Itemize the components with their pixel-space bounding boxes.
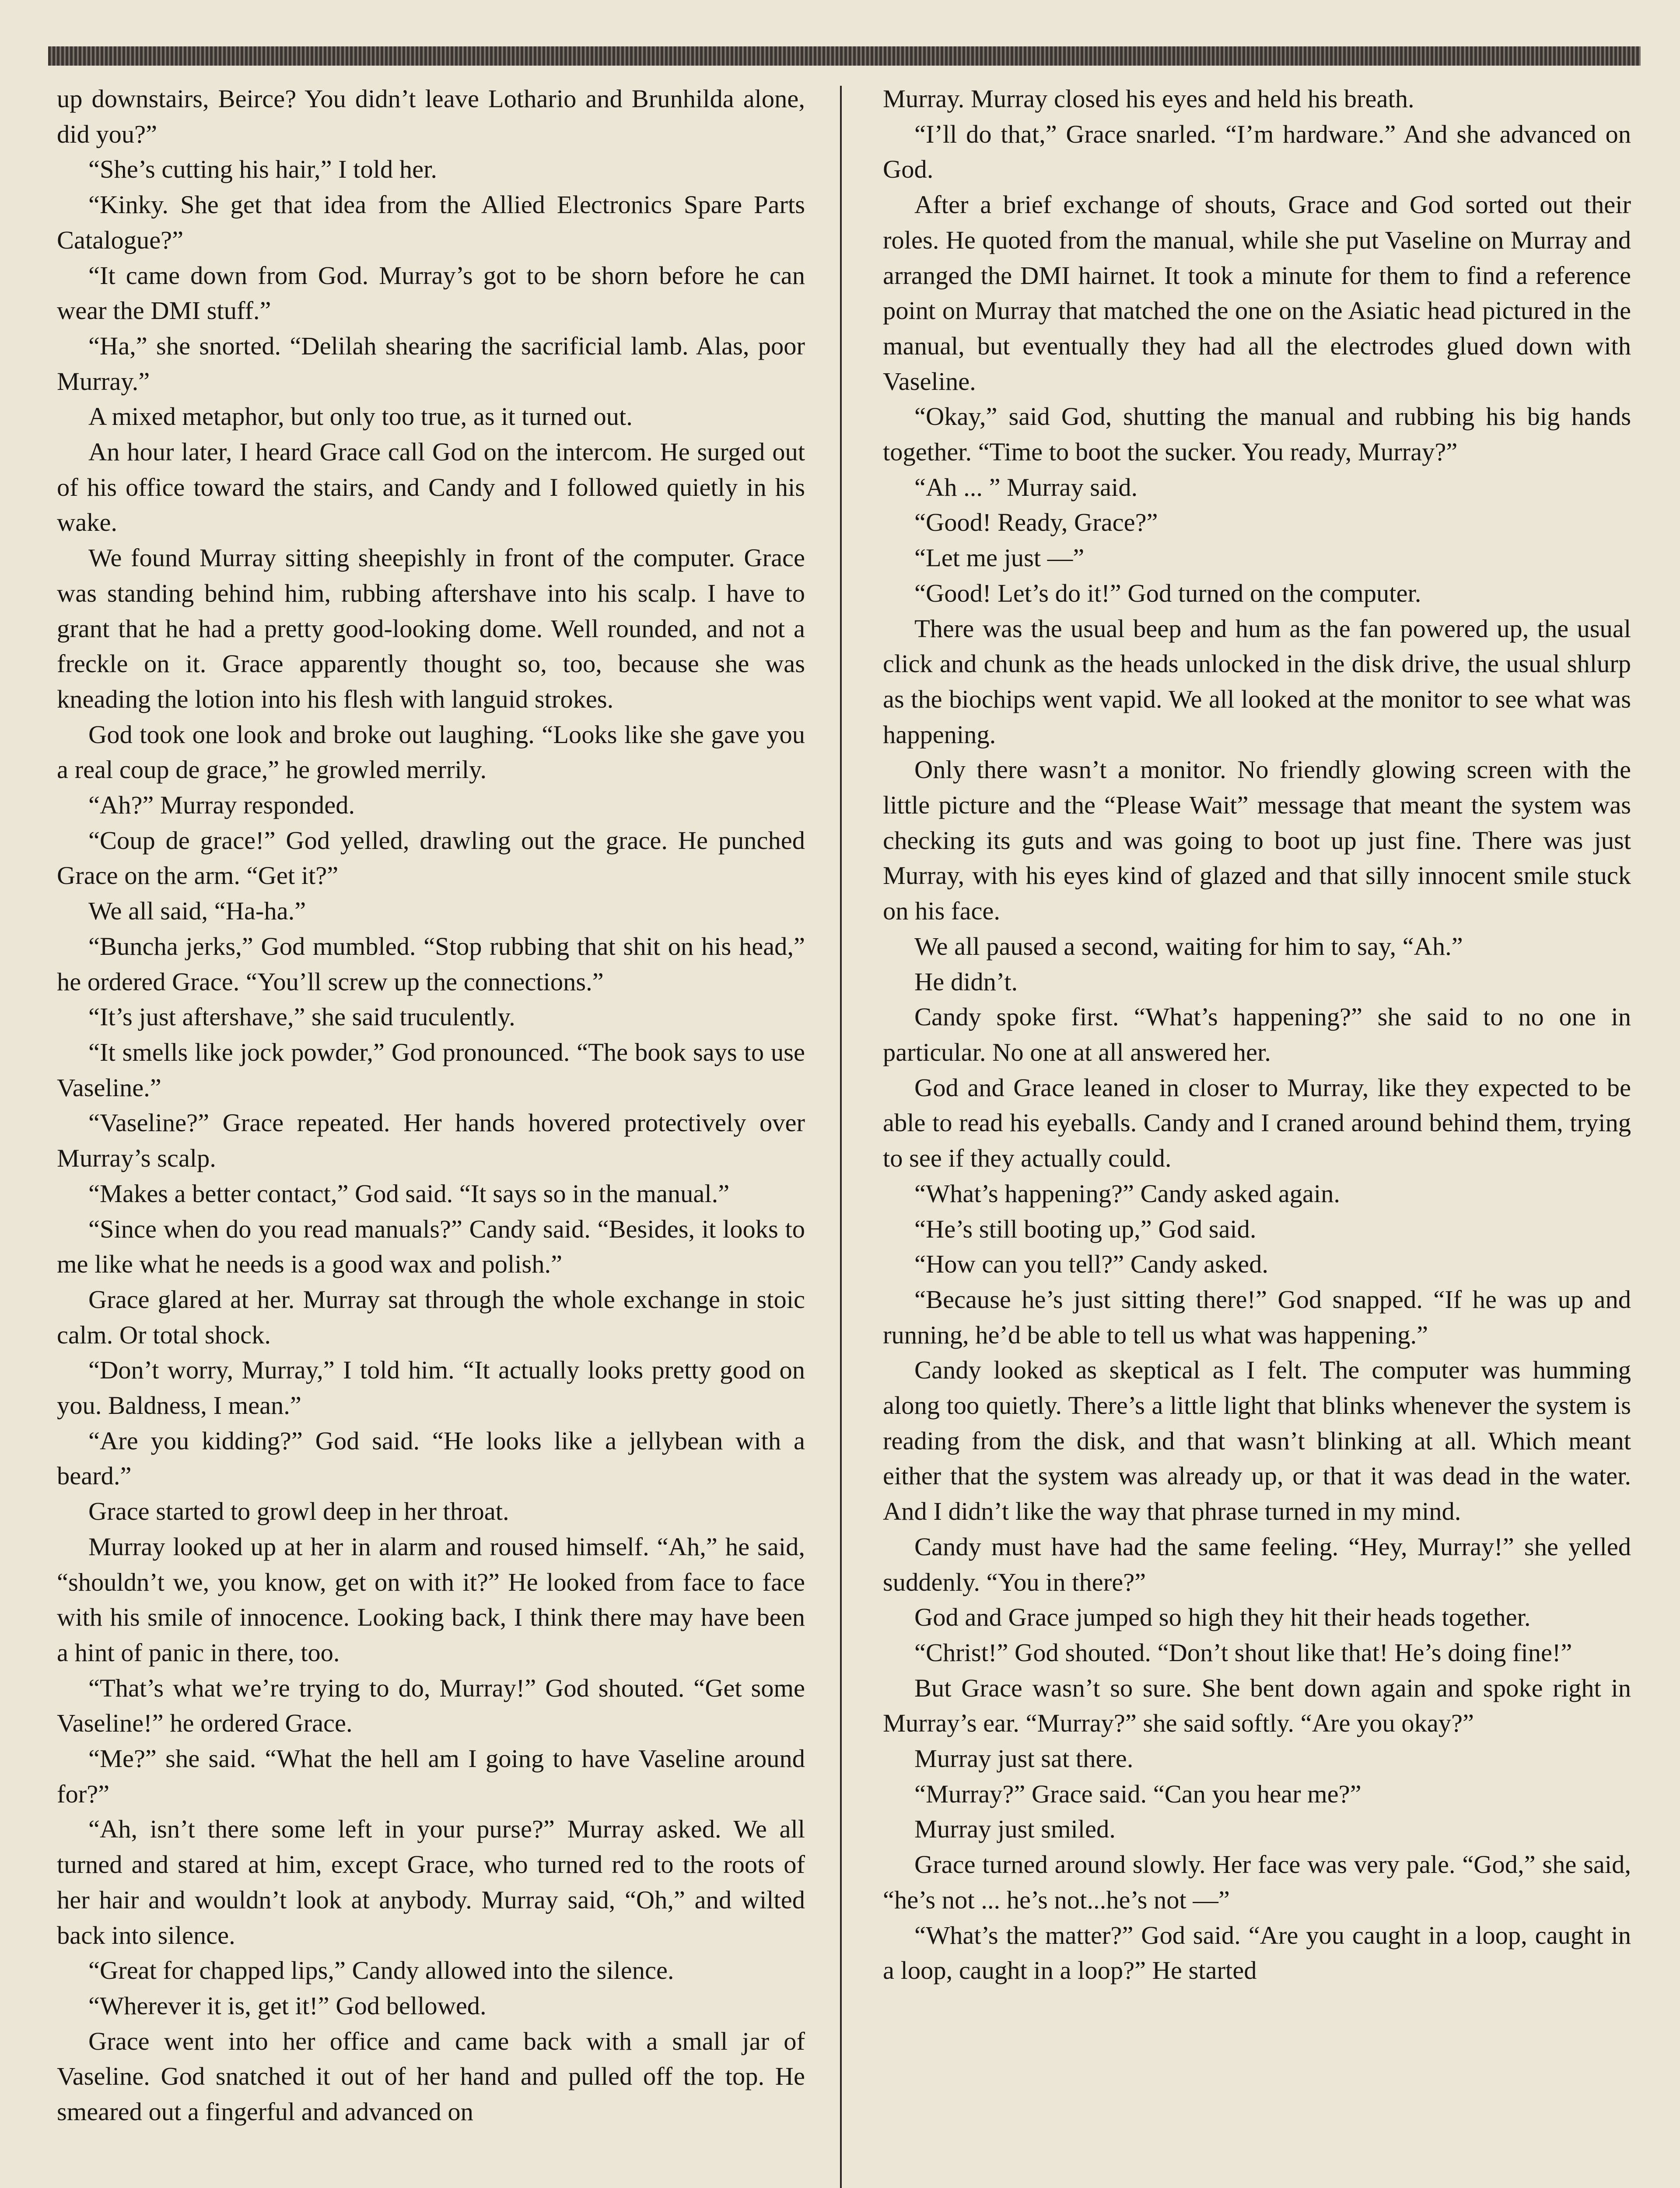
paragraph: God took one look and broke out laughing. “Looks like she gave you a real coup de grace,” he growled merrily. xyxy=(57,720,805,784)
paragraph: An hour later, I heard Grace call God on the intercom. He surged out of his office toward the stairs, and Candy and I followed quietly in his wake. xyxy=(57,438,805,537)
paragraph: “Me?” she said. “What the hell am I going to have Vaseline around for?” xyxy=(57,1744,805,1808)
paragraph: “Murray?” Grace said. “Can you hear me?” xyxy=(914,1779,1362,1808)
paragraph: He didn’t. xyxy=(914,967,1018,996)
paragraph: Grace went into her office and came back with a small jar of Vaseline. God snatched it out of her hand and pulled off the top. He smeared out a fingerful and advanced on xyxy=(57,2027,805,2126)
paragraph: Grace started to growl deep in her throat. xyxy=(88,1497,509,1526)
paragraph: “Are you kidding?” God said. “He looks like a jellybean with a beard.” xyxy=(57,1426,805,1490)
paragraph: Grace turned around slowly. Her face was very pale. “God,” she said, “he’s not ... he’s not...he’s not —” xyxy=(883,1850,1631,1914)
paragraph: “Vaseline?” Grace repeated. Her hands hovered protectively over Murray’s scalp. xyxy=(57,1108,805,1173)
paragraph: Murray just smiled. xyxy=(914,1815,1116,1844)
paragraph: “Ah?” Murray responded. xyxy=(88,791,355,820)
paragraph: But Grace wasn’t so sure. She bent down again and spoke right in Murray’s ear. “Murray?” she said softly. “Are you okay?” xyxy=(883,1673,1631,1738)
paragraph: “Ah ... ” Murray said. xyxy=(914,473,1138,501)
paragraph: up downstairs, Beirce? You didn’t leave Lothario and Brunhilda alone, did you?” xyxy=(57,84,805,148)
paragraph: “Good! Let’s do it!” God turned on the computer. xyxy=(914,579,1421,607)
paragraph: A mixed metaphor, but only too true, as it turned out. xyxy=(88,402,633,431)
paragraph: “Great for chapped lips,” Candy allowed into the silence. xyxy=(88,1956,674,1985)
paragraph: Candy looked as skeptical as I felt. The computer was humming along too quietly. There’s a little light that blinks whenever the system is reading from the disk, and that wasn’t blinking at all. Which meant either that the system was already up, or that it was dead in the water. And I didn’t like the way that phrase turned in my mind. xyxy=(883,1356,1631,1526)
paragraph: Murray. Murray closed his eyes and held his breath. xyxy=(883,84,1414,113)
paragraph: “It’s just aftershave,” she said truculently. xyxy=(88,1003,515,1031)
paragraph: “I’ll do that,” Grace snarled. “I’m hardware.” And she advanced on God. xyxy=(883,119,1631,184)
paragraph: “What’s the matter?” God said. “Are you caught in a loop, caught in a loop, caught in a loop?” He started xyxy=(883,1921,1631,1985)
paragraph: We all said, “Ha-ha.” xyxy=(88,897,306,926)
paragraph: Murray just sat there. xyxy=(914,1744,1134,1773)
paragraph: “He’s still booting up,” God said. xyxy=(914,1214,1256,1243)
paragraph: “It smells like jock powder,” God pronounced. “The book says to use Vaseline.” xyxy=(57,1038,805,1102)
column-divider xyxy=(840,86,842,2188)
paragraph: Candy spoke first. “What’s happening?” she said to no one in particular. No one at all answered her. xyxy=(883,1003,1631,1066)
paragraph: “Let me just —” xyxy=(914,543,1085,572)
paragraph: “Okay,” said God, shutting the manual and rubbing his big hands together. “Time to boot the sucker. You ready, Murray?” xyxy=(883,402,1631,466)
left-text-column xyxy=(57,81,805,2188)
paragraph: “What’s happening?” Candy asked again. xyxy=(914,1179,1340,1208)
paragraph: “Buncha jerks,” God mumbled. “Stop rubbing that shit on his head,” he ordered Grace. “You’ll screw up the connections.” xyxy=(57,932,805,996)
paragraph: Only there wasn’t a monitor. No friendly glowing screen with the little picture and the “Please Wait” message that meant the system was checking its guts and was going to boot up just fine. There was just Murray, with his eyes kind of glazed and that silly innocent smile stuck on his face. xyxy=(883,755,1631,926)
paragraph: “Good! Ready, Grace?” xyxy=(914,508,1158,537)
paragraph: “It came down from God. Murray’s got to be shorn before he can wear the DMI stuff.” xyxy=(57,261,805,325)
paragraph: “That’s what we’re trying to do, Murray!” God shouted. “Get some Vaseline!” he ordered Grace. xyxy=(57,1673,805,1738)
paragraph: “Wherever it is, get it!” God bellowed. xyxy=(88,1991,486,2020)
paragraph: “How can you tell?” Candy asked. xyxy=(914,1250,1268,1279)
paragraph: Candy must have had the same feeling. “Hey, Murray!” she yelled suddenly. “You in there?” xyxy=(883,1532,1631,1596)
paragraph: “Don’t worry, Murray,” I told him. “It actually looks pretty good on you. Baldness, I mean.” xyxy=(57,1356,805,1420)
paragraph: Murray looked up at her in alarm and roused himself. “Ah,” he said, “shouldn’t we, you know, get on with it?” He looked from face to face with his smile of innocence. Looking back, I think there may have been a hint of panic in there, too. xyxy=(57,1532,805,1667)
paragraph: “She’s cutting his hair,” I told her. xyxy=(88,155,438,184)
paragraph: “Makes a better contact,” God said. “It says so in the manual.” xyxy=(88,1179,730,1208)
paragraph: “Kinky. She get that idea from the Allied Electronics Spare Parts Catalogue?” xyxy=(57,190,805,254)
paragraph: God and Grace leaned in closer to Murray, like they expected to be able to read his eyeballs. Candy and I craned around behind them, trying to see if they actually could. xyxy=(883,1073,1631,1173)
paragraph: “Because he’s just sitting there!” God snapped. “If he was up and running, he’d be able to tell us what was happening.” xyxy=(883,1285,1631,1349)
paragraph: “Ha,” she snorted. “Delilah shearing the sacrificial lamb. Alas, poor Murray.” xyxy=(57,331,805,396)
paragraph: “Ah, isn’t there some left in your purse?” Murray asked. We all turned and stared at him, except Grace, who turned red to the roots of her hair and wouldn’t look at anybody. Murray said, “Oh,” and wilted back into silence. xyxy=(57,1815,805,1950)
paragraph: Grace glared at her. Murray sat through the whole exchange in stoic calm. Or total shock. xyxy=(57,1285,805,1349)
right-text-column xyxy=(883,81,1631,2188)
paragraph: There was the usual beep and hum as the fan powered up, the usual click and chunk as the heads unlocked in the disk drive, the usual shlurp as the biochips went vapid. We all looked at the monitor to see what was happening. xyxy=(883,614,1631,749)
paragraph: “Christ!” God shouted. “Don’t shout like that! He’s doing fine!” xyxy=(914,1638,1572,1667)
paragraph: “Coup de grace!” God yelled, drawling out the grace. He punched Grace on the arm. “Get it?” xyxy=(57,826,805,890)
paragraph: We all paused a second, waiting for him to say, “Ah.” xyxy=(914,932,1463,961)
paragraph: We found Murray sitting sheepishly in front of the computer. Grace was standing behind him, rubbing aftershave into his scalp. I have to grant that he had a pretty good-looking dome. Well rounded, and not a freckle on it. Grace apparently thought so, too, because she was kneading the lotion into his flesh with languid strokes. xyxy=(57,543,805,713)
header-rule-band xyxy=(48,46,1641,66)
paragraph: “Since when do you read manuals?” Candy said. “Besides, it looks to me like what he needs is a good wax and polish.” xyxy=(57,1214,805,1279)
paragraph: After a brief exchange of shouts, Grace and God sorted out their roles. He quoted from the manual, while she put Vaseline on Murray and arranged the DMI hairnet. It took a minute for them to find a reference point on Murray that matched the one on the Asiatic head pictured in the manual, but eventually they had all the electrodes glued down with Vaseline. xyxy=(883,190,1631,396)
paragraph: God and Grace jumped so high they hit their heads together. xyxy=(914,1603,1531,1632)
